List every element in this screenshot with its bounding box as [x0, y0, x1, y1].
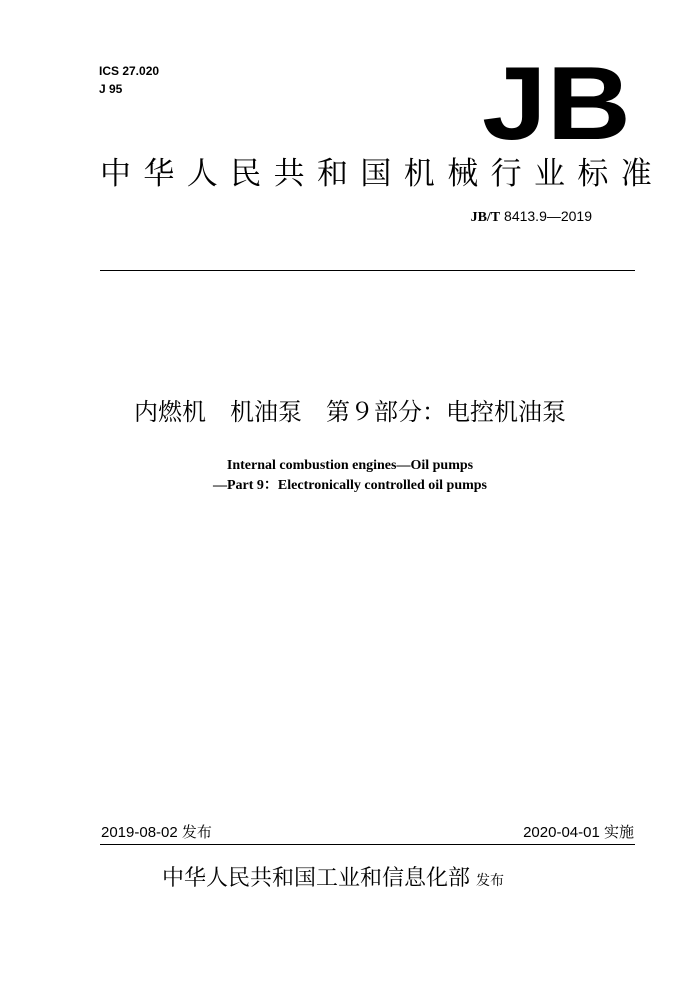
classification-codes	[99, 62, 159, 98]
standard-number-prefix: JB/T	[470, 210, 501, 225]
title-en-line-2: —Part 9：Electronically controlled oil pumps	[212, 478, 488, 493]
document-title-cn: 内燃机 机油泵 第９部分：电控机油泵	[134, 398, 566, 426]
top-divider	[100, 270, 635, 271]
standard-number-value: 8413.9—2019	[504, 208, 592, 224]
document-title-en	[0, 456, 700, 496]
implement-date: 2020-04-01 实施	[523, 824, 634, 841]
standard-category-title: 中华人民共和国机械行业标准	[100, 156, 665, 192]
title-en-line-1: Internal combustion engines—Oil pumps	[226, 458, 474, 473]
publisher-name: 中华人民共和国工业和信息化部	[162, 866, 471, 891]
issue-date: 2019-08-02 发布	[101, 824, 212, 841]
publisher-suffix: 发布	[476, 873, 505, 889]
bottom-divider	[100, 844, 635, 845]
jb-logo: JB	[482, 46, 631, 162]
ccs-code: J 95	[99, 82, 123, 96]
ics-code: ICS 27.020	[99, 64, 160, 78]
standard-number	[471, 206, 592, 228]
publisher	[162, 864, 504, 896]
